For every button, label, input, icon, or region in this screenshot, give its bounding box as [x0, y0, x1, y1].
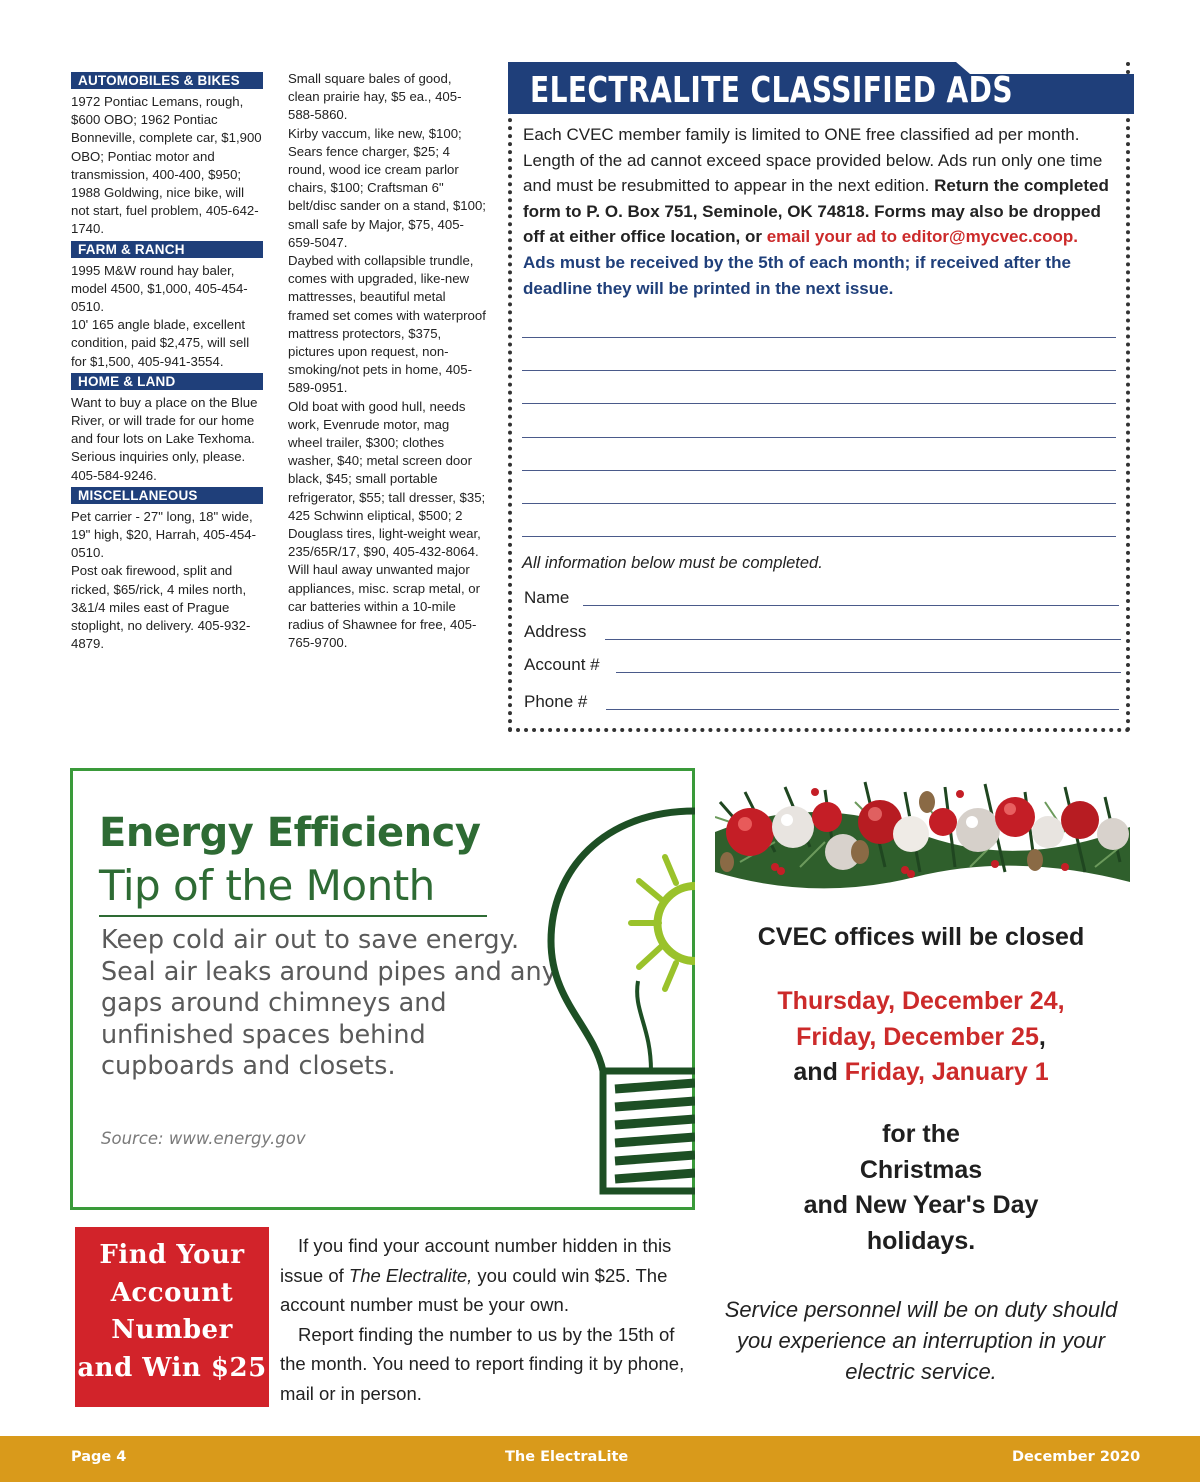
section-heading: AUTOMOBILES & BIKES	[71, 72, 263, 89]
duty-note: Service personnel will be on duty should you experience an interruption in your electric service.	[724, 1297, 1118, 1384]
find-line: and Win $25	[77, 1352, 267, 1383]
classifieds-column-1	[71, 70, 263, 653]
find-paragraph-2: Report finding the number to us by the 15th of the month. You need to report finding it by phone, mail or in person.	[280, 1323, 685, 1404]
christmas-garland-image	[715, 772, 1130, 892]
classified-ad: 1972 Pontiac Lemans, rough, $600 OBO; 1962 Pontiac Bonneville, complete car, $1,900 OBO; Pontiac motor and transmission, 400-400, $950; 1988 Goldwing, nice bike, will not start, fuel problem, 405-642-1740.	[71, 94, 262, 237]
closure-date: Thursday, December 24,	[777, 987, 1065, 1015]
page-footer	[0, 1436, 1200, 1482]
closure-dates	[712, 984, 1130, 1091]
required-note: All information below must be completed.	[522, 554, 823, 572]
tip-source: Source: www.energy.gov	[101, 1129, 306, 1148]
ad-line[interactable]	[522, 403, 1116, 404]
classified-ad: Old boat with good hull, needs work, Evenrude motor, mag wheel trailer, $300; clothes washer, $40; metal screen door black, $45; small portable refrigerator, $55; tall dresser, $35; 425 Schwinn eliptical, $500; 2 Douglass tires, light-weight wear, 235/65R/17, $90, 405-432-8064.	[288, 398, 486, 560]
name-label: Name	[524, 588, 570, 607]
publication-title: The ElectraLite	[505, 1449, 629, 1465]
tip-body: Keep cold air out to save energy. Seal air leaks around pipes and any gaps around chimneys and unfinished spaces behind cupboards and closets.	[101, 925, 557, 1081]
page-number: Page 4	[71, 1449, 127, 1465]
section-miscellaneous	[71, 487, 263, 654]
section-farm-ranch	[71, 241, 263, 371]
closure-heading: CVEC offices will be closed	[757, 923, 1085, 951]
find-account-box	[75, 1227, 269, 1407]
classified-ad: 10' 165 angle blade, excellent condition, paid $2,475, will sell for $1,500, 405-941-3554.	[71, 317, 250, 369]
classified-ad: Kirby vaccum, like new, $100; Sears fence charger, $25; 4 round, wood ice cream parlor chairs, $100; Craftsman 6" belt/disc sander on a stand, $100; small safe by Major, $75, 405-659-5047.	[288, 125, 486, 250]
ad-line[interactable]	[522, 370, 1116, 371]
phone-field[interactable]	[606, 709, 1119, 710]
find-account-heading	[75, 1237, 269, 1387]
address-label: Address	[524, 622, 587, 641]
section-heading: FARM & RANCH	[71, 241, 263, 258]
name-field[interactable]	[583, 605, 1119, 606]
account-field[interactable]	[616, 672, 1121, 673]
ad-line[interactable]	[522, 437, 1116, 438]
tip-divider	[99, 915, 487, 917]
closure-date-line: Friday, December 25,	[796, 1022, 1046, 1051]
classified-ad: Pet carrier - 27" long, 18" wide, 19" high, $20, Harrah, 405-454-0510.	[71, 508, 257, 561]
instructions-text: Each CVEC member family is limited to ONE free classified ad per month. Length of the ad cannot exceed space provided below. Ads run only one time and must be resubmitted to appear in the next edition.	[523, 125, 1103, 196]
find-line: Account	[110, 1277, 234, 1308]
form-instructions	[523, 122, 1113, 301]
classified-form	[508, 62, 1130, 732]
classified-ad: 1995 M&W round hay baler, model 4500, $1,000, 405-454-0510.	[71, 262, 248, 315]
tip-title: Energy Efficiency	[99, 810, 481, 856]
deadline-note: Ads must be received by the 5th of each month; if received after the deadline they will be printed in the next issue.	[523, 252, 1071, 298]
closure-date: Friday, December 25	[796, 1022, 1039, 1051]
lightbulb-icon	[543, 771, 695, 1207]
section-heading: MISCELLANEOUS	[71, 487, 263, 504]
classified-ad: Want to buy a place on the Blue River, or will trade for our home and four lots on Lake Texhoma. Serious inquiries only, please. 405-584-9246.	[71, 394, 258, 483]
issue-date: December 2020	[1012, 1449, 1141, 1465]
find-line: Number	[111, 1315, 233, 1345]
find-paragraph-1: If you find your account number hidden in this issue of The Electralite, you could win $25. The account number must be your own.	[280, 1235, 672, 1315]
classified-ad: Small square bales of good, clean prairie hay, $5 ea., 405-588-5860.	[288, 71, 462, 123]
tip-subtitle: Tip of the Month	[99, 861, 435, 910]
classified-ad: Will haul away unwanted major appliances, misc. scrap metal, or car batteries within a 10-mile radius of Shawnee for free, 405-765-9700.	[288, 562, 481, 651]
phone-label: Phone #	[524, 692, 588, 711]
ad-line[interactable]	[522, 470, 1116, 471]
energy-tip-box	[70, 768, 695, 1210]
closure-reason: for the Christmas and New Year's Day holidays.	[803, 1120, 1039, 1255]
section-automobiles	[71, 72, 263, 239]
find-line: Find Your	[99, 1240, 245, 1270]
classifieds-column-2	[288, 70, 486, 653]
section-heading: HOME & LAND	[71, 373, 263, 390]
address-field[interactable]	[605, 639, 1121, 640]
instructions-bold: Return the completed form to P. O. Box 751, Seminole, OK 74818. Forms may also be dropped off at either office location, or	[523, 176, 1109, 247]
closure-date: Friday, January 1	[844, 1058, 1049, 1086]
ad-line[interactable]	[522, 337, 1116, 338]
classified-ad: Daybed with collapsible trundle, comes with upgraded, like-new mattresses, beautiful metal framed set comes with waterproof mattress protectors, $375, pictures upon request, non-smoking/not pets in home, 405-589-0951.	[288, 253, 486, 396]
account-label: Account #	[524, 655, 600, 674]
classified-ad: Post oak firewood, split and ricked, $65/rick, 4 miles north, 3&1/4 miles east of Prague stoplight, no delivery. 405-932-4879.	[71, 563, 251, 652]
form-title: ELECTRALITE CLASSIFIED ADS	[530, 70, 1013, 111]
section-home-land	[71, 373, 263, 485]
email-link[interactable]: email your ad to editor@mycvec.coop.	[766, 227, 1079, 247]
publication-name: The Electralite,	[348, 1264, 473, 1286]
find-account-text	[280, 1231, 700, 1408]
closure-date-line: and Friday, January 1	[793, 1058, 1049, 1086]
ad-line[interactable]	[522, 503, 1116, 504]
ad-line[interactable]	[522, 536, 1116, 537]
